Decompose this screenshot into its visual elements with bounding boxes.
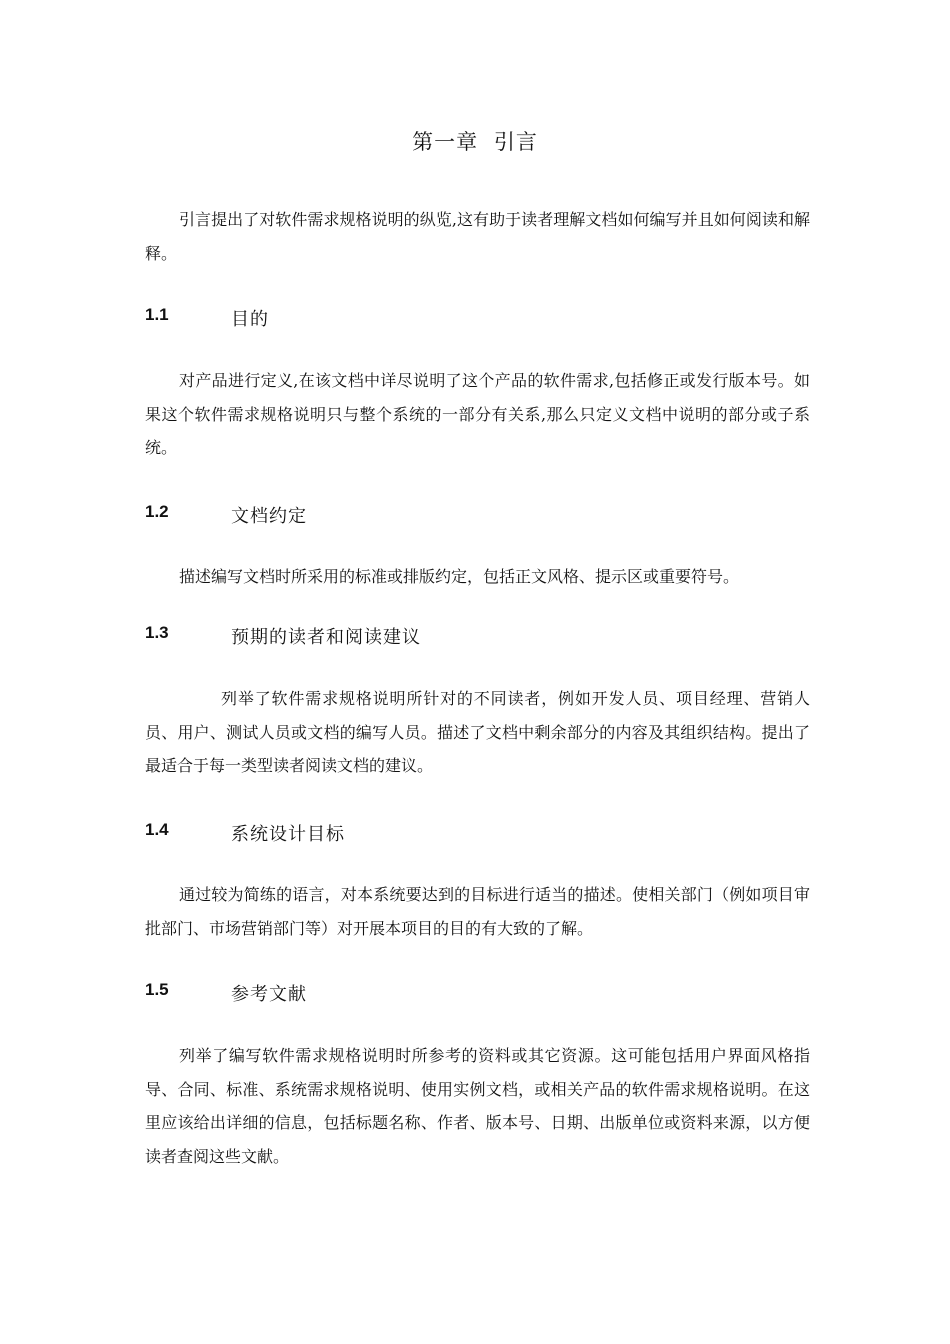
section-body-1-3: 列举了软件需求规格说明所针对的不同读者，例如开发人员、项目经理、营销人员、用户、测试人员或文档的编写人员。描述了文档中剩余部分的内容及其组织结构。提出了最适合于每一类型读者阅读文档的建议。	[145, 689, 810, 775]
intro-paragraph: 引言提出了对软件需求规格说明的纵览,这有助于读者理解文档如何编写并且如何阅读和解释。	[145, 210, 810, 263]
chapter-title: 第一章 引言	[412, 130, 538, 154]
section-title: 预期的读者和阅读建议	[231, 627, 421, 648]
section-title: 文档约定	[231, 506, 307, 527]
section-title: 系统设计目标	[231, 824, 345, 845]
section-body-1-1: 对产品进行定义,在该文档中详尽说明了这个产品的软件需求,包括修正或发行版本号。如果这个软件需求规格说明只与整个系统的一部分有关系,那么只定义文档中说明的部分或子系统。	[145, 371, 810, 457]
section-number: 1.3	[145, 623, 169, 642]
section-number: 1.2	[145, 502, 169, 521]
section-body-1-2: 描述编写文档时所采用的标准或排版约定，包括正文风格、提示区或重要符号。	[179, 567, 740, 586]
section-body-1-4: 通过较为简练的语言，对本系统要达到的目标进行适当的描述。使相关部门（例如项目审批部门、市场营销部门等）对开展本项目的目的有大致的了解。	[145, 885, 810, 938]
section-title: 参考文献	[231, 984, 307, 1005]
section-number: 1.5	[145, 980, 169, 999]
section-title: 目的	[231, 309, 269, 330]
section-body-1-5: 列举了编写软件需求规格说明时所参考的资料或其它资源。这可能包括用户界面风格指导、合同、标准、系统需求规格说明、使用实例文档，或相关产品的软件需求规格说明。在这里应该给出详细的信息，包括标题名称、作者、版本号、日期、出版单位或资料来源，以方便读者查阅这些文献。	[145, 1046, 810, 1166]
section-number: 1.1	[145, 305, 169, 324]
section-number: 1.4	[145, 820, 169, 839]
